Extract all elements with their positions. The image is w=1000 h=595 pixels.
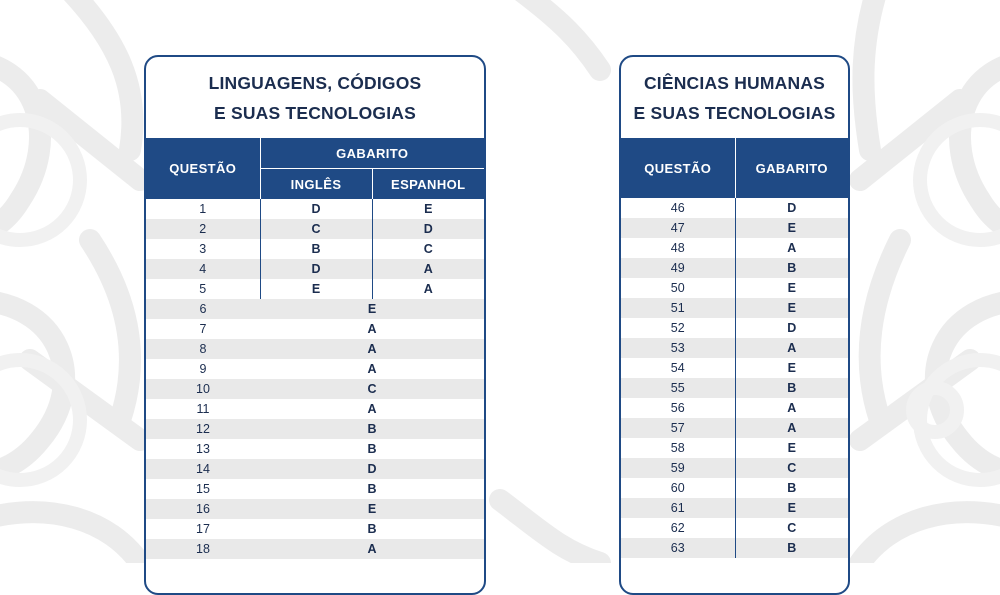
question-number: 62 [621,518,735,538]
question-number: 3 [146,239,260,259]
table-row [621,318,848,338]
header-espanhol: ESPANHOL [372,169,484,200]
answer: A [260,319,484,339]
question-number: 50 [621,278,735,298]
answer: E [735,218,848,238]
table-row [621,418,848,438]
answer: B [260,479,484,499]
table-row [146,219,484,239]
table-row [146,299,484,319]
question-number: 51 [621,298,735,318]
answer-ingles: D [260,259,372,279]
table-row [146,439,484,459]
table-row [146,479,484,499]
answer: C [260,379,484,399]
answer: D [260,459,484,479]
answer: E [735,438,848,458]
question-number: 59 [621,458,735,478]
table-row [146,339,484,359]
question-number: 48 [621,238,735,258]
header-questao: QUESTÃO [621,138,735,198]
table-row [621,458,848,478]
answer-ingles: B [260,239,372,259]
question-number: 47 [621,218,735,238]
question-number: 52 [621,318,735,338]
question-number: 5 [146,279,260,299]
answer: D [735,318,848,338]
question-number: 1 [146,199,260,219]
answer: A [260,399,484,419]
table-row [621,298,848,318]
humanas-title-line1: CIÊNCIAS HUMANAS [643,72,826,93]
table-row [146,359,484,379]
header-gabarito: GABARITO [260,138,484,169]
answer: E [735,498,848,518]
table-row [146,459,484,479]
answer: D [735,198,848,218]
answer: A [735,238,848,258]
question-number: 12 [146,419,260,439]
humanas-title-line2: E SUAS TECNOLOGIAS [633,102,836,123]
linguagens-title-line1: LINGUAGENS, CÓDIGOS [208,72,422,93]
question-number: 61 [621,498,735,518]
linguagens-card [144,55,486,595]
table-row [621,498,848,518]
question-number: 15 [146,479,260,499]
answer: E [735,278,848,298]
table-row [621,538,848,558]
answer: A [260,539,484,559]
question-number: 54 [621,358,735,378]
header-questao: QUESTÃO [146,138,260,199]
answer: A [260,359,484,379]
answer-ingles: C [260,219,372,239]
table-row [621,438,848,458]
table-row [621,378,848,398]
table-row [146,419,484,439]
answer: B [260,519,484,539]
question-number: 56 [621,398,735,418]
table-row [621,218,848,238]
humanas-title [621,57,848,138]
answer: B [735,258,848,278]
answer-espanhol: C [372,239,484,259]
answer-ingles: E [260,279,372,299]
question-number: 6 [146,299,260,319]
question-number: 2 [146,219,260,239]
answer-espanhol: D [372,219,484,239]
question-number: 13 [146,439,260,459]
table-row [146,259,484,279]
question-number: 10 [146,379,260,399]
question-number: 57 [621,418,735,438]
table-row [621,278,848,298]
answer-espanhol: A [372,279,484,299]
answer: E [735,298,848,318]
table-row [146,379,484,399]
question-number: 18 [146,539,260,559]
question-number: 4 [146,259,260,279]
question-number: 46 [621,198,735,218]
question-number: 8 [146,339,260,359]
table-row [146,199,484,219]
table-row [146,499,484,519]
table-row [621,518,848,538]
answer: E [260,499,484,519]
table-row [621,478,848,498]
answer: B [735,538,848,558]
question-number: 49 [621,258,735,278]
linguagens-title [146,57,484,138]
answer-espanhol: A [372,259,484,279]
answer: B [260,419,484,439]
table-row [621,238,848,258]
linguagens-title-line2: E SUAS TECNOLOGIAS [214,102,416,123]
answer: B [260,439,484,459]
table-row [146,319,484,339]
linguagens-table [146,138,484,559]
header-gabarito: GABARITO [735,138,848,198]
answer: C [735,518,848,538]
table-row [146,539,484,559]
question-number: 7 [146,319,260,339]
table-row [621,198,848,218]
question-number: 16 [146,499,260,519]
question-number: 53 [621,338,735,358]
answer-espanhol: E [372,199,484,219]
answer: E [735,358,848,378]
table-row [146,399,484,419]
header-ingles: INGLÊS [260,169,372,200]
question-number: 17 [146,519,260,539]
table-row [621,398,848,418]
humanas-table [621,138,848,558]
table-row [621,338,848,358]
answer: A [735,418,848,438]
answer: B [735,478,848,498]
answer: A [260,339,484,359]
question-number: 11 [146,399,260,419]
question-number: 60 [621,478,735,498]
answer: A [735,398,848,418]
table-row [621,258,848,278]
answer: E [260,299,484,319]
question-number: 63 [621,538,735,558]
table-row [146,279,484,299]
answer: A [735,338,848,358]
table-row [146,239,484,259]
answer-ingles: D [260,199,372,219]
question-number: 58 [621,438,735,458]
question-number: 9 [146,359,260,379]
table-row [146,519,484,539]
humanas-card [619,55,850,595]
question-number: 14 [146,459,260,479]
answer: B [735,378,848,398]
answer: C [735,458,848,478]
question-number: 55 [621,378,735,398]
table-row [621,358,848,378]
